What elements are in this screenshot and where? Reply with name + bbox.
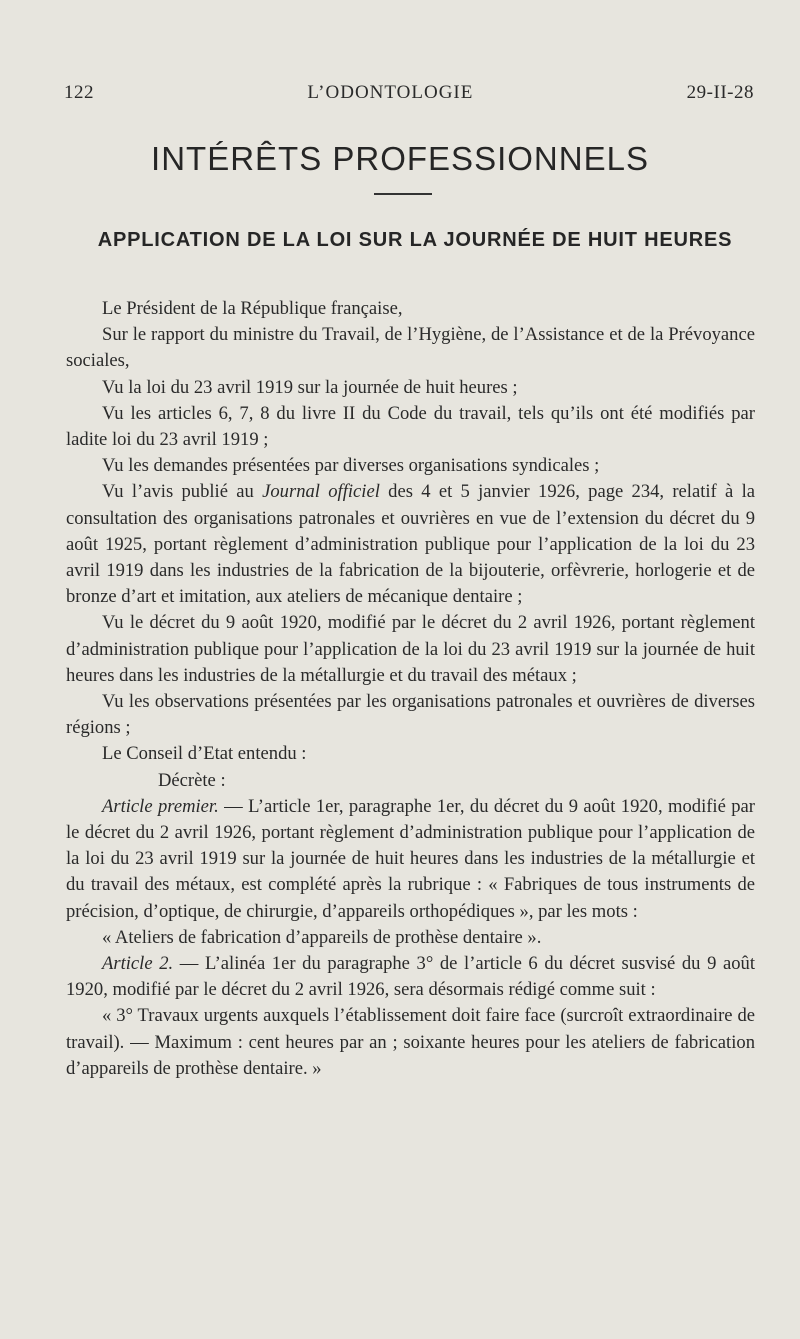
decree-heading: Décrète : [158, 769, 226, 791]
paragraph: Sur le rapport du ministre du Travail, de l’Hygiène, de l’Assistance et de la Prévoyance sociales, [66, 324, 755, 372]
paragraph [66, 479, 755, 610]
paragraph: « 3° Travaux urgents auxquels l’établissement doit faire face (surcroît extraordinaire de travail). — Maximum : cent heures par an ; soixante heures pour les ateliers de fabrication d’appareils de prothèse dentaire. » [66, 1005, 755, 1079]
paragraph: Vu la loi du 23 avril 1919 sur la journée de huit heures ; [102, 376, 518, 398]
journal-officiel-reference: Journal officiel [262, 481, 380, 503]
paragraph: Le Président de la République française, [102, 298, 403, 319]
journal-title: L’ODONTOLOGIE [307, 82, 474, 103]
paragraph: Vu le décret du 9 août 1920, modifié par le décret du 2 avril 1926, portant règlement d’administration publique pour l’application de la loi du 23 avril 1919 sur la journée de huit heures dans les industries de la métallurgie et du travail des métaux ; [66, 612, 755, 686]
running-header [64, 82, 754, 104]
article-paragraph [66, 794, 755, 925]
paragraph: Vu les observations présentées par les organisations patronales et ouvrières de diverses régions ; [66, 691, 755, 739]
paragraph: Vu les articles 6, 7, 8 du livre II du Code du travail, tels qu’ils ont été modifiés par ladite loi du 23 avril 1919 ; [66, 402, 755, 451]
paragraph: Vu les demandes présentées par diverses organisations syndicales ; [102, 455, 600, 477]
paragraph-text: des 4 et 5 janvier 1926, page 234, relatif à la consultation des organisations patronales et ouvrières en vue de l’extension du décret du 9 août 1925, portant règlement d’administration publique pour l’application de la loi du 23 avril 1919 dans les industries de la fabrication de la bijouterie, orfèvrerie, horlogerie et de bronze d’art et imitation, aux ateliers de mécanique dentaire ; [66, 481, 755, 608]
paragraph-text: — L’alinéa 1er du paragraphe 3° de l’article 6 du décret susvisé du 9 août 1920, modifié par le décret du 2 avril 1926, sera désormais rédigé comme suit : [66, 953, 755, 1001]
title-divider [374, 193, 432, 195]
paragraph-text: Vu l’avis publié au [102, 481, 263, 503]
paragraph: Le Conseil d’Etat entendu : [102, 743, 307, 765]
paragraph-text: — L’article 1er, paragraphe 1er, du décret du 9 août 1920, modifié par le décret du 2 avril 1926, portant règlement d’administration publique pour l’application de la loi du 23 avril 1919 sur la journée de huit heures dans les industries de la métallurgie et du travail des métaux, est complété après la rubrique : « Fabriques de tous instruments de précision, d’optique, de chirurgie, d’appareils orthopédiques », par les mots : [66, 795, 755, 922]
section-title: INTÉRÊTS PROFESSIONNELS [151, 140, 649, 177]
decree-body [66, 296, 755, 1082]
paragraph: « Ateliers de fabrication d’appareils de prothèse dentaire ». [102, 926, 542, 948]
article-paragraph [66, 951, 755, 1003]
issue-date: 29-II-28 [686, 82, 754, 103]
article-label: Article premier. [102, 795, 219, 817]
article-label: Article 2. [102, 953, 174, 975]
page-number: 122 [64, 82, 94, 103]
article-title: APPLICATION DE LA LOI SUR LA JOURNÉE DE HUIT HEURES [97, 229, 733, 251]
